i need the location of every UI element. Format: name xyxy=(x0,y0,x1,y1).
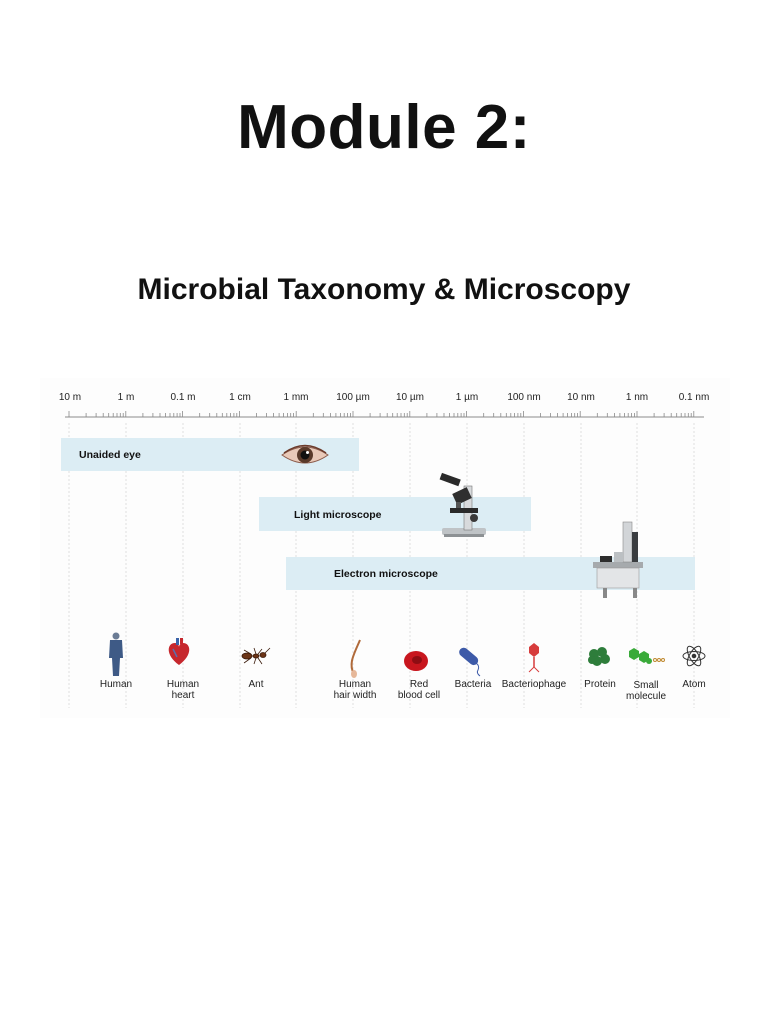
item-label: Protein xyxy=(584,679,616,690)
scale-label: 10 µm xyxy=(396,392,424,403)
scale-label: 1 nm xyxy=(625,392,649,403)
module-subtitle: Microbial Taxonomy & Microscopy xyxy=(137,273,631,306)
item-label: Human xyxy=(166,679,200,690)
scale-label: 1 m xyxy=(117,392,135,403)
electron-microscope-icon xyxy=(593,522,643,598)
size-scale-svg xyxy=(40,378,730,718)
scale-label: 10 m xyxy=(58,392,82,403)
item-label: Human xyxy=(99,679,133,690)
scale-label: 1 mm xyxy=(283,392,309,403)
small-molecule-icon xyxy=(629,648,665,664)
range-electron-microscope xyxy=(286,522,695,598)
scale-label: 100 nm xyxy=(507,392,541,403)
item-label: molecule xyxy=(625,691,667,702)
range-light-microscope xyxy=(259,473,531,537)
scale-label: 1 µm xyxy=(455,392,479,403)
human-icon xyxy=(109,633,123,677)
item-label: hair width xyxy=(333,690,377,701)
scale-label: 0.1 nm xyxy=(678,392,710,403)
bacteriophage-icon xyxy=(529,643,539,672)
item-label: Atom xyxy=(682,679,706,690)
hair-icon xyxy=(351,640,360,678)
item-label: Red xyxy=(409,679,429,690)
item-label: Bacteria xyxy=(454,679,492,690)
heart-icon xyxy=(169,638,190,665)
item-label: blood cell xyxy=(397,690,441,701)
scale-label: 0.1 m xyxy=(170,392,196,403)
range-unaided-eye xyxy=(61,438,359,471)
range-label: Unaided eye xyxy=(79,449,141,461)
scale-label: 100 µm xyxy=(336,392,370,403)
red-blood-cell-icon xyxy=(404,651,428,671)
item-label: Ant xyxy=(248,679,264,690)
item-label: heart xyxy=(171,690,195,701)
protein-icon xyxy=(588,647,610,666)
item-label: Human xyxy=(338,679,372,690)
scale-label: 1 cm xyxy=(229,392,251,403)
range-label: Electron microscope xyxy=(334,568,438,580)
scale-labels xyxy=(59,392,709,403)
module-title: Module 2: xyxy=(237,93,531,162)
item-label: Bacteriophage xyxy=(501,679,567,690)
scale-axis xyxy=(65,411,704,417)
size-scale-figure xyxy=(40,378,730,718)
range-label: Light microscope xyxy=(294,509,382,521)
item-labels xyxy=(100,679,706,702)
scale-label: 10 nm xyxy=(567,392,595,403)
ant-icon xyxy=(242,648,270,664)
item-label: Small xyxy=(633,680,659,691)
bacteria-icon xyxy=(457,646,480,676)
